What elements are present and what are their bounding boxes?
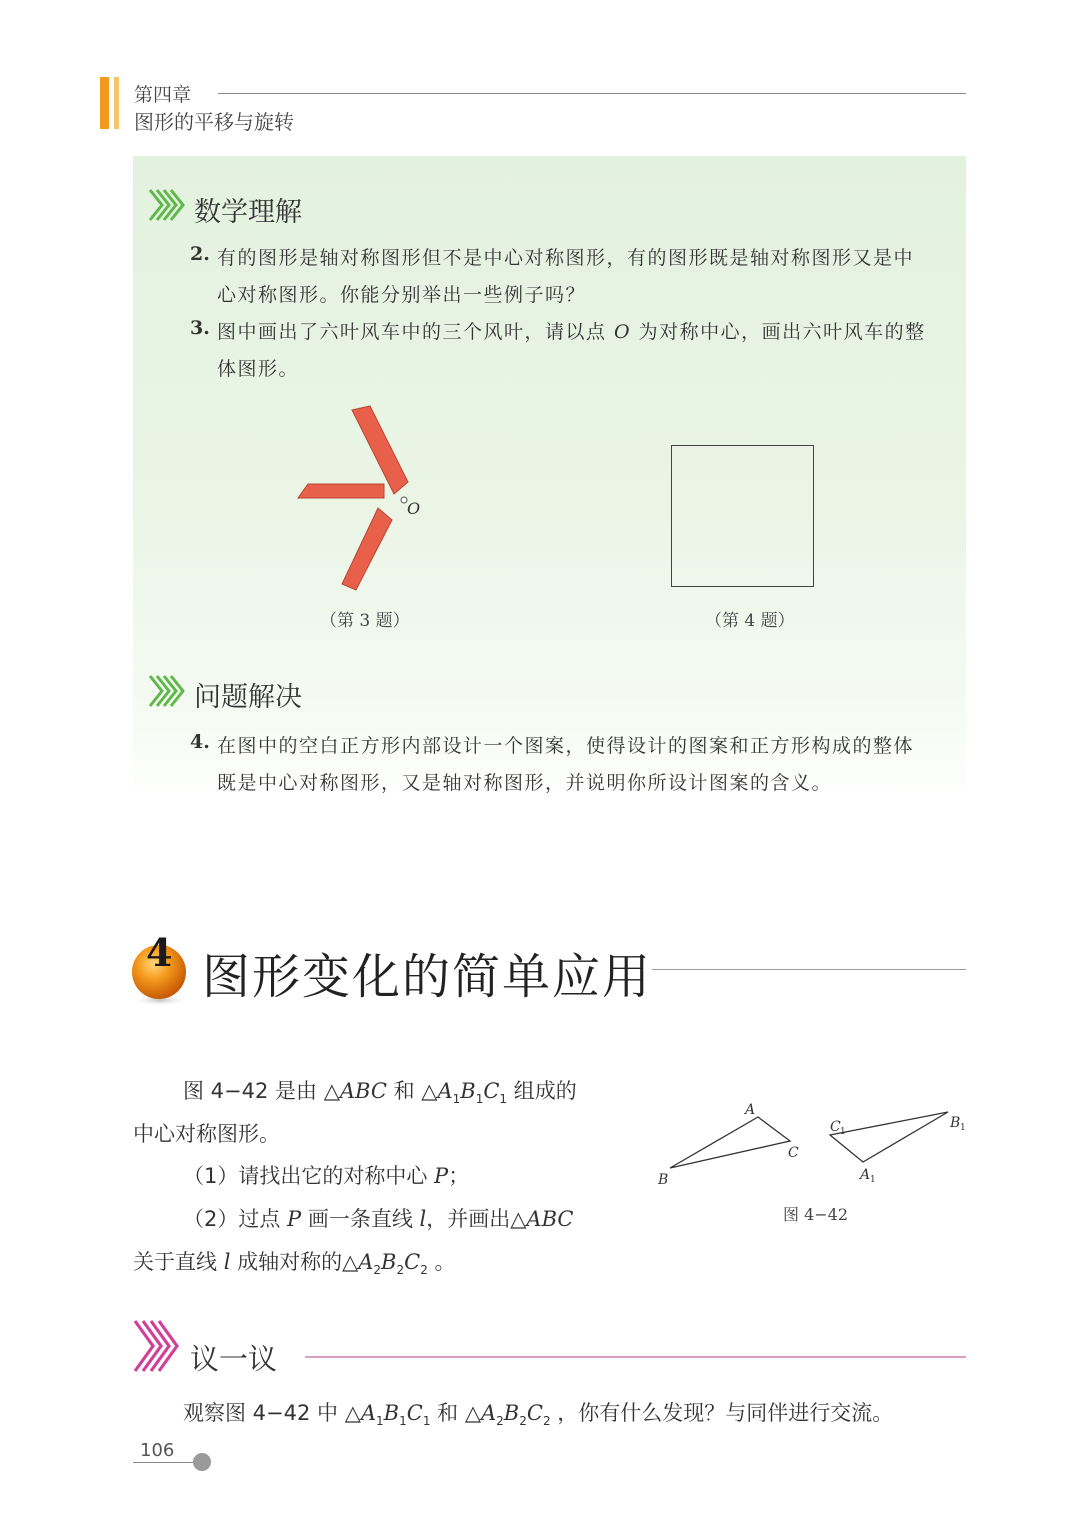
section-title-rule [652, 969, 966, 970]
section-number: 4 [146, 930, 173, 975]
point-o-label: O [614, 321, 632, 343]
task-1: （1）请找出它的对称中心 P； [183, 1164, 470, 1188]
chapter-accent-bar [100, 77, 109, 129]
question-4-number: 4. [190, 731, 210, 753]
task-2: （2）过点 P 画一条直线 l，并画出△ABC [183, 1207, 574, 1231]
green-arrows-icon [148, 672, 190, 710]
question-2-line2: 心对称图形。你能分别举出一些例子吗？ [217, 284, 587, 306]
page-number-rule [133, 1462, 197, 1463]
question-4-line1: 在图中的空白正方形内部设计一个图案，使得设计的图案和正方形构成的整体 [217, 735, 915, 757]
page-number: 106 [140, 1440, 175, 1461]
label-a1: A [860, 1167, 871, 1183]
blade-left [298, 484, 384, 498]
header-rule [218, 93, 966, 94]
svg-text:1: 1 [870, 1175, 876, 1185]
blade-top [352, 406, 408, 494]
page-dot-icon [193, 1453, 211, 1471]
label-c1: C [830, 1119, 841, 1135]
section-heading-problem-solving: 问题解决 [194, 682, 302, 713]
paragraph-line2: 中心对称图形。 [133, 1122, 280, 1146]
section-number-ball-icon [128, 930, 198, 1010]
label-b: B [658, 1172, 669, 1188]
label-b1: B [950, 1115, 961, 1131]
question-4-line2: 既是中心对称图形，又是轴对称图形，并说明你所设计图案的含义。 [217, 772, 833, 794]
task-2-continued: 关于直线 l 成轴对称的$\triangle A_2B_2C_2$ 。 [133, 1250, 456, 1278]
figure-4-caption: （第 4 题） [705, 611, 795, 631]
question-2-line1: 有的图形是轴对称图形但不是中心对称图形，有的图形既是轴对称图形又是中 [217, 247, 915, 269]
section-title: 图形变化的简单应用 [202, 949, 653, 1005]
label-c: C [788, 1145, 799, 1161]
triangle-a1b1c1 [830, 1112, 948, 1162]
magenta-arrows-icon [133, 1318, 185, 1374]
figure-3-caption: （第 3 题） [320, 611, 410, 631]
question-2-number: 2. [190, 243, 210, 265]
windmill-figure [290, 400, 430, 600]
chapter-title: 图形的平移与旋转 [134, 110, 294, 134]
paragraph-line1: 图 4−42 是由 △ABC 和 $\triangle A_1B_1C_1$ 组成的 [183, 1079, 577, 1107]
chapter-accent-bar-light [114, 77, 119, 129]
discuss-text: 观察图 4−42 中 $\triangle A_1B_1C_1$ 和 $\triangle A_2B_2C_2$ ，你有什么发现？与同伴进行交流。 [183, 1401, 894, 1429]
section-heading-discuss: 议一议 [190, 1342, 278, 1376]
question-3-line1: 图中画出了六叶风车中的三个风叶，请以点 O 为对称中心，画出六叶风车的整 [217, 321, 926, 343]
chapter-number: 第四章 [134, 84, 192, 106]
label-a: A [745, 1102, 756, 1118]
point-o-text: O [407, 499, 421, 518]
question-3-number: 3. [190, 317, 210, 339]
discuss-rule [305, 1356, 966, 1358]
svg-text:1: 1 [840, 1127, 846, 1137]
svg-text:1: 1 [960, 1123, 966, 1133]
triangle-abc [670, 1117, 790, 1168]
empty-square-figure [671, 445, 814, 587]
figure-4-42 [650, 1095, 970, 1195]
question-3-line2: 体图形。 [217, 358, 300, 380]
section-heading-math-understanding: 数学理解 [194, 197, 302, 228]
green-arrows-icon [148, 186, 190, 224]
figure-4-42-caption: 图 4−42 [783, 1205, 849, 1224]
blade-bottom [342, 508, 392, 590]
